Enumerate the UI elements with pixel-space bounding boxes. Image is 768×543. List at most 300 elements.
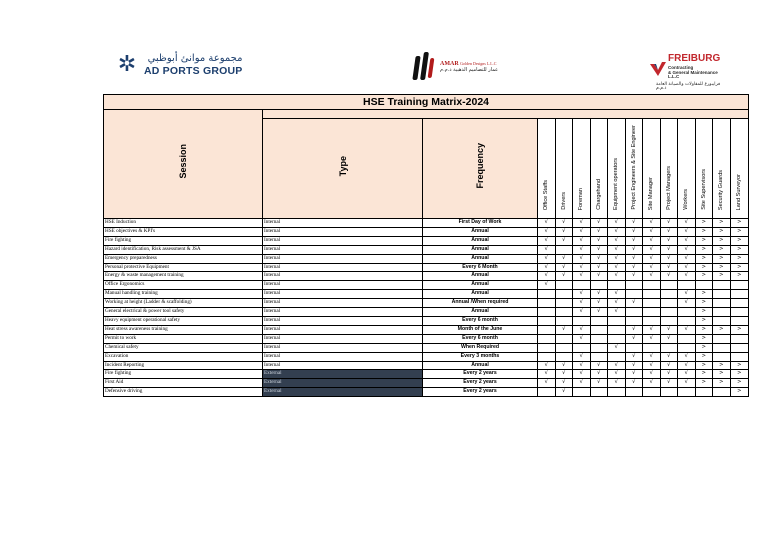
role-header: Drivers (555, 119, 573, 219)
role-mark-cell: √ (573, 245, 591, 254)
role-mark-cell: √ (625, 334, 643, 343)
role-mark-cell (538, 343, 556, 352)
type-cell: Internal (263, 236, 423, 245)
role-mark-cell: √ (625, 263, 643, 272)
role-mark-cell: √ (643, 352, 661, 361)
session-cell: General electrical & power tool safety (104, 308, 263, 317)
role-mark-cell: √ (555, 219, 573, 228)
role-mark-cell (590, 334, 608, 343)
role-mark-cell (678, 281, 696, 290)
session-cell: Chemical safety (104, 343, 263, 352)
table-row (104, 219, 749, 228)
role-mark-cell: √ (573, 263, 591, 272)
role-mark-cell (730, 343, 749, 352)
role-mark-cell (538, 388, 556, 397)
role-mark-cell: √ (625, 325, 643, 334)
role-mark-cell: √ (608, 370, 626, 379)
freiburg-mark-icon (650, 62, 666, 76)
role-mark-cell: √ (678, 219, 696, 228)
frequency-cell: Month of the June (423, 325, 538, 334)
role-mark-cell: > (730, 379, 749, 388)
role-mark-cell (660, 299, 678, 308)
role-mark-cell: √ (590, 299, 608, 308)
role-mark-cell: √ (555, 227, 573, 236)
role-mark-cell: √ (678, 290, 696, 299)
type-cell: Internal (263, 316, 423, 325)
role-mark-cell: √ (590, 290, 608, 299)
role-mark-cell: √ (573, 308, 591, 317)
role-mark-cell: √ (538, 227, 556, 236)
session-cell: Permit to work (104, 334, 263, 343)
amar-name: AMAR Golden Designs L.L.C (440, 60, 497, 67)
role-mark-cell (713, 290, 731, 299)
frequency-header: Frequency (423, 119, 538, 219)
role-mark-cell (713, 299, 731, 308)
table-row (104, 281, 749, 290)
role-mark-cell (625, 343, 643, 352)
frequency-cell: First Day of Work (423, 219, 538, 228)
role-mark-cell: > (695, 361, 713, 370)
freiburg-line1: Contracting (668, 65, 694, 70)
role-mark-cell (555, 334, 573, 343)
ad-ports-star-icon: ✲ (117, 52, 137, 78)
session-cell: Fire fighting (104, 236, 263, 245)
frequency-cell: Annual (423, 361, 538, 370)
role-mark-cell (590, 316, 608, 325)
role-mark-cell: > (730, 361, 749, 370)
role-mark-cell (660, 343, 678, 352)
type-cell: Internal (263, 272, 423, 281)
role-header: Site Manager (643, 119, 661, 219)
role-mark-cell (555, 299, 573, 308)
table-row (104, 263, 749, 272)
role-mark-cell (678, 316, 696, 325)
role-mark-cell: √ (538, 219, 556, 228)
role-mark-cell: > (695, 308, 713, 317)
role-mark-cell: √ (660, 245, 678, 254)
role-mark-cell: √ (608, 227, 626, 236)
role-mark-cell: √ (555, 361, 573, 370)
table-row (104, 325, 749, 334)
role-mark-cell (573, 316, 591, 325)
role-mark-cell (660, 308, 678, 317)
frequency-cell: Annual /When required (423, 299, 538, 308)
role-mark-cell (713, 316, 731, 325)
role-header: Workers (678, 119, 696, 219)
role-mark-cell: > (730, 272, 749, 281)
role-mark-cell: √ (590, 227, 608, 236)
role-mark-cell: √ (538, 236, 556, 245)
role-mark-cell (730, 281, 749, 290)
role-mark-cell: √ (590, 236, 608, 245)
role-mark-cell (538, 325, 556, 334)
role-mark-cell (678, 388, 696, 397)
role-mark-cell: √ (625, 361, 643, 370)
role-mark-cell: √ (608, 272, 626, 281)
session-cell: Heat stress awareness training (104, 325, 263, 334)
training-matrix-table (103, 94, 749, 397)
training-matrix (103, 94, 748, 397)
role-mark-cell: √ (660, 227, 678, 236)
role-mark-cell (643, 343, 661, 352)
role-mark-cell (555, 343, 573, 352)
role-mark-cell: √ (538, 361, 556, 370)
role-mark-cell: √ (573, 334, 591, 343)
role-mark-cell: √ (573, 299, 591, 308)
table-row (104, 236, 749, 245)
role-mark-cell: √ (573, 361, 591, 370)
table-row (104, 316, 749, 325)
role-mark-cell (538, 308, 556, 317)
role-mark-cell: > (695, 219, 713, 228)
role-mark-cell (643, 308, 661, 317)
session-cell: Defensive driving (104, 388, 263, 397)
table-row (104, 334, 749, 343)
role-mark-cell: √ (590, 272, 608, 281)
table-row (104, 299, 749, 308)
role-mark-cell: > (695, 316, 713, 325)
role-mark-cell: √ (643, 361, 661, 370)
role-mark-cell (538, 334, 556, 343)
frequency-cell: Every 6 month (423, 316, 538, 325)
freiburg-name: FREIBURG (668, 53, 721, 64)
role-mark-cell (678, 308, 696, 317)
role-mark-cell (608, 325, 626, 334)
session-cell: First Aid (104, 379, 263, 388)
type-cell: Internal (263, 343, 423, 352)
frequency-cell: Annual (423, 236, 538, 245)
role-mark-cell: √ (643, 227, 661, 236)
role-header: Office Staffs (538, 119, 556, 219)
role-mark-cell: √ (660, 236, 678, 245)
role-mark-cell: > (730, 227, 749, 236)
role-mark-cell: > (713, 236, 731, 245)
role-mark-cell (538, 316, 556, 325)
role-mark-cell (643, 316, 661, 325)
type-cell: Internal (263, 325, 423, 334)
role-mark-cell: > (713, 379, 731, 388)
ad-ports-arabic-name: مجموعة موانئ أبوظبي (147, 53, 243, 64)
role-mark-cell: > (730, 219, 749, 228)
role-mark-cell (660, 290, 678, 299)
role-mark-cell: √ (625, 227, 643, 236)
role-mark-cell: √ (660, 379, 678, 388)
role-mark-cell: √ (573, 379, 591, 388)
type-cell: Internal (263, 227, 423, 236)
role-mark-cell: √ (643, 236, 661, 245)
table-row (104, 245, 749, 254)
role-mark-cell: √ (538, 370, 556, 379)
role-mark-cell: > (713, 325, 731, 334)
role-header: Site Supervisors (695, 119, 713, 219)
role-mark-cell (625, 308, 643, 317)
role-mark-cell: √ (538, 254, 556, 263)
role-mark-cell (608, 281, 626, 290)
role-mark-cell (555, 308, 573, 317)
role-mark-cell (625, 388, 643, 397)
role-mark-cell: √ (608, 254, 626, 263)
freiburg-arabic-name: فرايبورغ للمقاولات والصيانة العامة ذ.م.م (656, 81, 721, 91)
role-mark-cell (573, 388, 591, 397)
role-mark-cell: √ (678, 325, 696, 334)
table-row (104, 227, 749, 236)
role-mark-cell: √ (625, 254, 643, 263)
session-header: Session (104, 110, 263, 219)
role-header: Foreman (573, 119, 591, 219)
session-cell: Heavy equipment operational safety (104, 316, 263, 325)
type-cell: Internal (263, 299, 423, 308)
role-mark-cell: √ (678, 236, 696, 245)
role-mark-cell: > (713, 272, 731, 281)
role-mark-cell (713, 352, 731, 361)
role-mark-cell: > (695, 325, 713, 334)
role-mark-cell: √ (573, 272, 591, 281)
role-mark-cell: > (730, 245, 749, 254)
session-cell: Office Ergonomics (104, 281, 263, 290)
role-mark-cell: √ (660, 361, 678, 370)
role-mark-cell: √ (555, 379, 573, 388)
role-mark-cell: > (695, 254, 713, 263)
role-mark-cell: √ (590, 263, 608, 272)
role-mark-cell: √ (608, 219, 626, 228)
role-mark-cell (573, 281, 591, 290)
frequency-cell: Annual (423, 290, 538, 299)
role-mark-cell: > (730, 370, 749, 379)
role-mark-cell: √ (608, 361, 626, 370)
role-mark-cell (713, 388, 731, 397)
role-mark-cell (573, 343, 591, 352)
role-mark-cell (590, 281, 608, 290)
type-cell: Internal (263, 219, 423, 228)
role-mark-cell: > (695, 334, 713, 343)
role-mark-cell (538, 352, 556, 361)
role-mark-cell (608, 334, 626, 343)
role-mark-cell: √ (643, 263, 661, 272)
role-mark-cell: √ (660, 325, 678, 334)
role-mark-cell (590, 325, 608, 334)
table-row (104, 361, 749, 370)
role-mark-cell: √ (678, 370, 696, 379)
frequency-cell: Annual (423, 308, 538, 317)
role-mark-cell: √ (643, 370, 661, 379)
type-cell: Internal (263, 352, 423, 361)
role-mark-cell (555, 316, 573, 325)
role-mark-cell (625, 281, 643, 290)
session-cell: Manual handling training (104, 290, 263, 299)
role-mark-cell: > (695, 263, 713, 272)
ad-ports-name: AD PORTS GROUP (144, 65, 243, 77)
frequency-cell: Every 2 years (423, 388, 538, 397)
table-row (104, 343, 749, 352)
session-cell: HSE Induction (104, 219, 263, 228)
role-mark-cell (625, 316, 643, 325)
role-mark-cell: > (695, 352, 713, 361)
role-mark-cell: √ (660, 263, 678, 272)
role-mark-cell: √ (625, 379, 643, 388)
role-mark-cell: √ (643, 254, 661, 263)
role-mark-cell (538, 299, 556, 308)
role-mark-cell (730, 308, 749, 317)
role-mark-cell: √ (590, 254, 608, 263)
role-mark-cell (730, 299, 749, 308)
role-mark-cell: > (713, 227, 731, 236)
frequency-cell: Annual (423, 227, 538, 236)
table-row (104, 370, 749, 379)
role-mark-cell (713, 281, 731, 290)
role-mark-cell: √ (608, 290, 626, 299)
type-cell: External (263, 388, 423, 397)
table-row (104, 308, 749, 317)
role-mark-cell: √ (678, 254, 696, 263)
role-mark-cell: √ (643, 334, 661, 343)
role-mark-cell: √ (608, 245, 626, 254)
role-mark-cell: > (695, 227, 713, 236)
role-mark-cell: √ (538, 245, 556, 254)
role-mark-cell (643, 290, 661, 299)
role-mark-cell: √ (678, 361, 696, 370)
role-header: Security Guards (713, 119, 731, 219)
frequency-cell: Annual (423, 272, 538, 281)
role-mark-cell (713, 343, 731, 352)
role-mark-cell: > (713, 245, 731, 254)
role-mark-cell (643, 299, 661, 308)
role-mark-cell: √ (643, 219, 661, 228)
session-cell: HSE objectives & KPI's (104, 227, 263, 236)
role-mark-cell: √ (608, 379, 626, 388)
role-mark-cell (730, 352, 749, 361)
role-mark-cell (678, 343, 696, 352)
session-cell: Excavation (104, 352, 263, 361)
role-mark-cell: > (730, 254, 749, 263)
role-mark-cell: √ (678, 245, 696, 254)
role-mark-cell (608, 352, 626, 361)
role-mark-cell (730, 334, 749, 343)
role-mark-cell: √ (625, 272, 643, 281)
frequency-cell: Every 2 years (423, 370, 538, 379)
type-cell: Internal (263, 245, 423, 254)
role-mark-cell (730, 290, 749, 299)
frequency-cell: Every 6 Month (423, 263, 538, 272)
role-mark-cell: √ (573, 370, 591, 379)
role-mark-cell (695, 388, 713, 397)
role-mark-cell: > (713, 361, 731, 370)
role-mark-cell: > (713, 219, 731, 228)
role-mark-cell: > (713, 370, 731, 379)
role-mark-cell: > (730, 263, 749, 272)
role-mark-cell: > (695, 370, 713, 379)
role-mark-cell: √ (608, 343, 626, 352)
type-cell: External (263, 370, 423, 379)
role-mark-cell (695, 281, 713, 290)
role-mark-cell: √ (660, 219, 678, 228)
role-mark-cell: > (695, 299, 713, 308)
role-header: Project Managers (660, 119, 678, 219)
role-mark-cell: √ (573, 254, 591, 263)
role-mark-cell: √ (590, 370, 608, 379)
amar-mark-icon (412, 52, 436, 82)
freiburg-logo (650, 54, 726, 92)
role-mark-cell: √ (573, 352, 591, 361)
role-mark-cell: √ (538, 379, 556, 388)
role-mark-cell: √ (555, 370, 573, 379)
table-row (104, 352, 749, 361)
table-row (104, 254, 749, 263)
type-header: Type (263, 119, 423, 219)
role-mark-cell: > (713, 254, 731, 263)
role-mark-cell: > (730, 236, 749, 245)
role-mark-cell: √ (608, 236, 626, 245)
frequency-cell: When Required (423, 343, 538, 352)
role-mark-cell (643, 281, 661, 290)
role-mark-cell: √ (625, 352, 643, 361)
role-mark-cell: > (730, 388, 749, 397)
frequency-cell: Annual (423, 254, 538, 263)
role-mark-cell: √ (643, 379, 661, 388)
role-mark-cell: > (695, 290, 713, 299)
role-mark-cell: √ (573, 219, 591, 228)
role-mark-cell: √ (555, 263, 573, 272)
role-header: Project Engineers & Site Engineer (625, 119, 643, 219)
role-mark-cell (660, 281, 678, 290)
session-cell: Personal protective Equipment (104, 263, 263, 272)
role-mark-cell: √ (555, 388, 573, 397)
role-mark-cell: √ (625, 245, 643, 254)
role-mark-cell: √ (625, 370, 643, 379)
session-cell: Fire fighting (104, 370, 263, 379)
amar-arabic-name: عمار للتصاميم الذهبية ذ.م.م (440, 66, 499, 73)
type-cell: Internal (263, 263, 423, 272)
role-mark-cell: √ (573, 325, 591, 334)
type-cell: Internal (263, 308, 423, 317)
role-mark-cell: √ (555, 254, 573, 263)
role-mark-cell: √ (590, 219, 608, 228)
role-mark-cell (608, 388, 626, 397)
role-mark-cell (538, 290, 556, 299)
role-mark-cell: √ (660, 334, 678, 343)
role-mark-cell: √ (678, 272, 696, 281)
session-cell: Incident Reporting (104, 361, 263, 370)
role-mark-cell: √ (590, 379, 608, 388)
role-mark-cell: √ (643, 245, 661, 254)
role-mark-cell: √ (573, 290, 591, 299)
role-mark-cell: √ (573, 227, 591, 236)
role-mark-cell: √ (625, 236, 643, 245)
frequency-cell: Every 3 months (423, 352, 538, 361)
role-mark-cell (713, 334, 731, 343)
type-cell: External (263, 379, 423, 388)
role-mark-cell: √ (538, 281, 556, 290)
role-mark-cell: √ (643, 272, 661, 281)
role-mark-cell (678, 334, 696, 343)
type-cell: Internal (263, 290, 423, 299)
role-header: Land Surveyor (730, 119, 749, 219)
role-header: Equipment operators (608, 119, 626, 219)
frequency-cell: Annual (423, 245, 538, 254)
table-row (104, 272, 749, 281)
role-mark-cell: √ (538, 263, 556, 272)
table-row (104, 290, 749, 299)
role-mark-cell: √ (538, 272, 556, 281)
role-mark-cell (555, 281, 573, 290)
role-mark-cell: √ (555, 236, 573, 245)
matrix-title: HSE Training Matrix-2024 (104, 95, 749, 110)
role-mark-cell: √ (625, 299, 643, 308)
role-mark-cell: > (695, 379, 713, 388)
role-mark-cell (625, 290, 643, 299)
frequency-cell: Annual (423, 281, 538, 290)
role-mark-cell: > (730, 325, 749, 334)
role-mark-cell (555, 245, 573, 254)
